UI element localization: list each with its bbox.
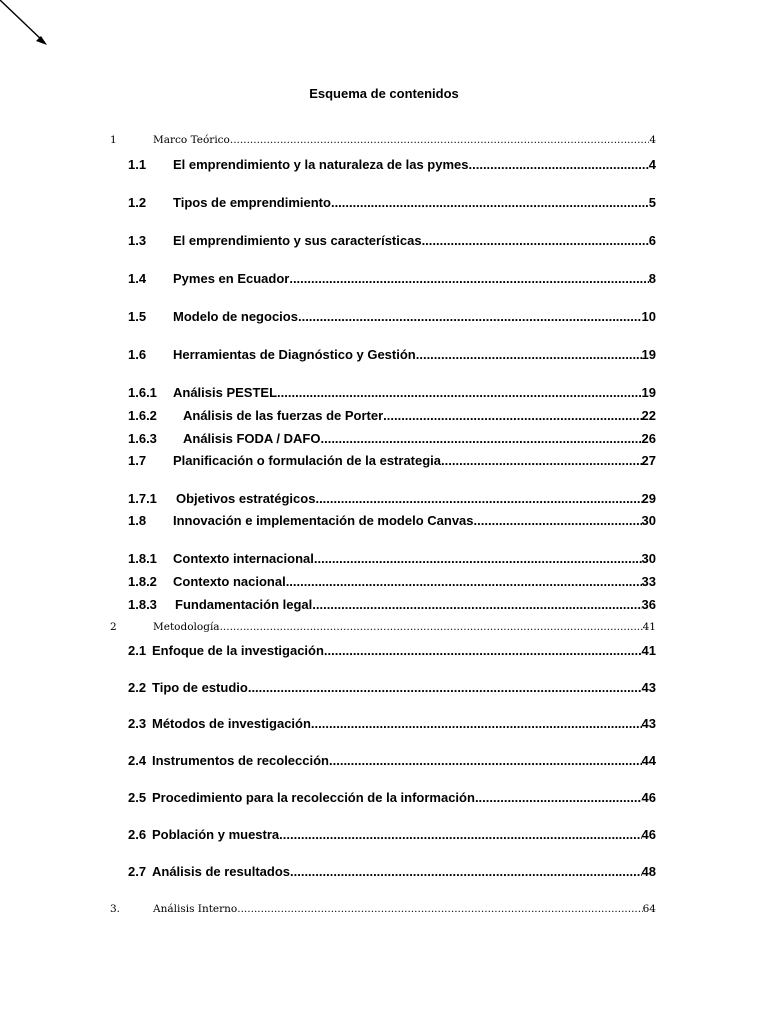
toc-leader	[329, 753, 642, 768]
toc-entry[interactable]	[128, 408, 656, 423]
toc-entry[interactable]	[128, 551, 656, 566]
toc-number: 1.7	[128, 453, 147, 468]
toc-entry[interactable]	[128, 864, 656, 879]
toc-number: 1.6	[128, 347, 147, 362]
toc-leader	[220, 621, 643, 633]
toc-page: 6	[648, 233, 656, 248]
toc-leader	[416, 347, 642, 362]
toc-entry[interactable]	[128, 574, 656, 589]
toc-leader	[290, 864, 642, 879]
toc-text: Objetivos estratégicos	[176, 491, 316, 506]
toc-number: 1.5	[128, 309, 147, 324]
toc-number: 1.8.2	[128, 574, 157, 589]
toc-leader	[320, 431, 641, 446]
toc-page: 30	[641, 513, 656, 528]
toc-entry[interactable]	[128, 347, 656, 362]
toc-entry[interactable]	[128, 157, 656, 172]
toc-text: Métodos de investigación	[152, 716, 311, 731]
toc-entry[interactable]	[128, 513, 656, 528]
toc-number: 1.7.1	[128, 491, 157, 506]
toc-page: 4	[648, 157, 656, 172]
toc-text: Contexto internacional	[173, 551, 314, 566]
toc-page: 8	[648, 271, 656, 286]
toc-leader	[279, 827, 641, 842]
toc-number: 1.8.1	[128, 551, 157, 566]
toc-text: Tipos de emprendimiento	[173, 195, 331, 210]
toc-page: 64	[642, 903, 656, 915]
toc-page: 26	[641, 431, 656, 446]
toc-leader	[314, 551, 642, 566]
toc-text: Fundamentación legal	[175, 597, 313, 612]
toc-entry[interactable]	[128, 643, 656, 658]
toc-number: 2.5	[128, 790, 147, 805]
toc-text: Análisis de resultados	[152, 864, 290, 879]
toc-leader	[441, 453, 642, 468]
toc-page: 33	[641, 574, 656, 589]
toc-text: Instrumentos de recolección	[152, 753, 329, 768]
toc-number: 2.4	[128, 753, 147, 768]
toc-page: 46	[641, 790, 656, 805]
toc-number: 1.6.1	[128, 385, 157, 400]
toc-text: Tipo de estudio	[152, 680, 248, 695]
toc-entry[interactable]	[128, 491, 656, 506]
toc-entry[interactable]	[128, 309, 656, 324]
toc-leader	[474, 513, 642, 528]
toc-page: 46	[641, 827, 656, 842]
toc-entry[interactable]	[128, 597, 656, 612]
toc-text: Planificación o formulación de la estrategia	[173, 453, 442, 468]
toc-number: 1.2	[128, 195, 147, 210]
toc-entry[interactable]	[128, 716, 656, 731]
toc-text: Procedimiento para la recolección de la información	[152, 790, 475, 805]
toc-leader	[230, 134, 649, 146]
toc-page: 43	[641, 680, 656, 695]
toc-page: 36	[641, 597, 656, 612]
toc-page: 19	[641, 347, 656, 362]
toc-text: Análisis FODA / DAFO	[183, 431, 321, 446]
toc-number: 1.8.3	[128, 597, 157, 612]
toc-entry[interactable]	[128, 385, 656, 400]
toc-page: 41	[641, 643, 656, 658]
toc-leader	[237, 903, 642, 915]
toc-entry[interactable]	[128, 827, 656, 842]
toc-page: 30	[641, 551, 656, 566]
toc-page: 5	[648, 195, 656, 210]
toc-page: 4	[649, 134, 656, 146]
toc-text: Herramientas de Diagnóstico y Gestión	[173, 347, 416, 362]
toc-page: 22	[641, 408, 656, 423]
toc-leader	[422, 233, 649, 248]
toc-number: 2.6	[128, 827, 147, 842]
toc-page: 19	[641, 385, 656, 400]
toc-page: 44	[641, 753, 656, 768]
toc-text: Análisis Interno	[153, 903, 238, 915]
toc-leader	[315, 491, 641, 506]
toc-entry[interactable]	[110, 134, 656, 146]
toc-text: Metodología	[153, 621, 220, 633]
toc-text: Contexto nacional	[173, 574, 286, 589]
toc-number: 3.	[110, 903, 121, 915]
toc-text: El emprendimiento y la naturaleza de las pymes	[173, 157, 469, 172]
toc-leader	[277, 385, 641, 400]
toc-leader	[286, 574, 642, 589]
toc-text: Modelo de negocios	[173, 309, 298, 324]
toc-page: 29	[641, 491, 656, 506]
toc-page: 10	[641, 309, 656, 324]
toc-number: 1.3	[128, 233, 147, 248]
toc-leader	[331, 195, 649, 210]
toc-text: Análisis de las fuerzas de Porter	[183, 408, 384, 423]
toc-entry[interactable]	[110, 903, 656, 915]
toc-leader	[312, 597, 641, 612]
arrow-icon	[0, 0, 60, 60]
toc-number: 1.6.3	[128, 431, 157, 446]
toc-text: Análisis PESTEL	[173, 385, 278, 400]
toc-entry[interactable]	[128, 453, 656, 468]
page-title: Esquema de contenidos	[309, 86, 459, 101]
toc-number: 2.2	[128, 680, 147, 695]
toc-number: 1.6.2	[128, 408, 157, 423]
toc-leader	[383, 408, 641, 423]
toc-text: Marco Teórico	[153, 134, 230, 146]
toc-entry[interactable]	[128, 753, 656, 768]
toc-text: Población y muestra	[152, 827, 280, 842]
toc-page: 43	[641, 716, 656, 731]
toc-leader	[311, 716, 642, 731]
toc-text: El emprendimiento y sus características	[173, 233, 422, 248]
toc-text: Pymes en Ecuador	[173, 271, 290, 286]
toc-page: 41	[642, 621, 656, 633]
toc-leader	[298, 309, 642, 324]
toc-entry[interactable]	[128, 195, 656, 210]
toc-entry[interactable]	[128, 680, 656, 695]
toc-entry[interactable]	[128, 271, 656, 286]
toc-leader	[324, 643, 642, 658]
toc-leader	[469, 157, 649, 172]
toc-page: 48	[641, 864, 656, 879]
toc-number: 2.7	[128, 864, 147, 879]
toc-leader	[248, 680, 642, 695]
toc-number: 2.1	[128, 643, 147, 658]
toc-leader	[475, 790, 642, 805]
toc-entry[interactable]	[110, 621, 656, 633]
toc-entry[interactable]	[128, 431, 656, 446]
toc-text: Innovación e implementación de modelo Canvas	[173, 513, 474, 528]
toc-number: 2.3	[128, 716, 147, 731]
toc-text: Enfoque de la investigación	[152, 643, 324, 658]
toc-number: 2	[110, 621, 117, 633]
toc-number: 1.8	[128, 513, 147, 528]
toc-leader	[289, 271, 648, 286]
toc-entry[interactable]	[128, 790, 656, 805]
toc-entry[interactable]	[128, 233, 656, 248]
toc-number: 1	[110, 134, 117, 146]
toc-number: 1.1	[128, 157, 147, 172]
toc-number: 1.4	[128, 271, 147, 286]
toc-page: 27	[641, 453, 656, 468]
